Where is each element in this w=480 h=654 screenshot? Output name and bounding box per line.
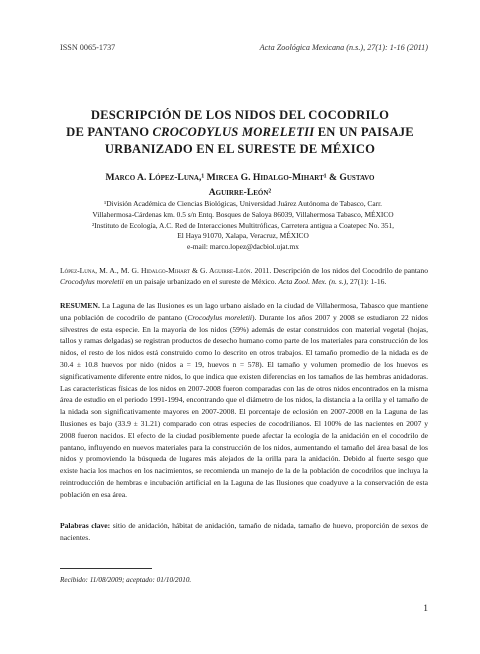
title-species: CROCODYLUS MORELETII bbox=[152, 125, 315, 139]
abstract-text-1: La Laguna de las Ilusiones es un lago urbano aislado en la ciudad de Villahermosa, Tabasco que mantiene una población de cocodrilo de pantano ( bbox=[60, 301, 428, 322]
title-line-2 bbox=[40, 124, 440, 141]
authors-line-1: Marco A. López-Luna,¹ Mircea G. Hidalgo-Mihart¹ & Gustavo bbox=[105, 172, 375, 183]
abstract-species: Crocodylus moreletii bbox=[187, 312, 253, 322]
citation-authors: López-Luna, M. A., M. G. Hidalgo-Mihart & G. Aguirre-León. bbox=[60, 266, 253, 275]
keywords-text: sitio de anidación, hábitat de anidación, tamaño de nidada, tamaño de huevo, proporción de sexos de nacientes. bbox=[60, 521, 429, 542]
abstract-label: RESUMEN. bbox=[60, 301, 100, 310]
citation-text-2: en un paisaje urbanizado en el sureste de México. bbox=[123, 277, 279, 286]
issn: ISSN 0065-1737 bbox=[60, 43, 116, 52]
affiliations bbox=[58, 199, 428, 253]
affiliation-line-4: El Haya 91070, Xalapa, Veracruz, MÉXICO bbox=[177, 231, 309, 241]
journal-citation: Acta Zoológica Mexicana (n.s.), 27(1): 1-16 (2011) bbox=[259, 43, 428, 52]
email: e-mail: marco.lopez@dacbiol.ujat.mx bbox=[187, 242, 299, 252]
received-date: Recibido: 11/08/2009; aceptado: 01/10/2010. bbox=[60, 576, 192, 584]
abstract bbox=[60, 300, 428, 501]
affiliation-line-3: ²Instituto de Ecología, A.C. Red de Interacciones Multitróficas, Carretera antigua a Coatepec No. 351, bbox=[91, 220, 395, 230]
keywords-label: Palabras clave: bbox=[60, 521, 111, 530]
citation-text-1: 2011. Descripción de los nidos del Cocodrilo de pantano bbox=[252, 266, 428, 275]
citation-journal: Acta Zool. Mex. (n. s.) bbox=[278, 277, 347, 286]
footnote-divider bbox=[60, 568, 152, 569]
citation-block bbox=[60, 265, 428, 287]
authors-line-2: Aguirre-León² bbox=[208, 187, 272, 198]
title-line-3: URBANIZADO EN EL SURESTE DE MÉXICO bbox=[104, 142, 376, 156]
page-number: 1 bbox=[423, 604, 428, 614]
article-title bbox=[40, 107, 440, 158]
abstract-text-2: ). Durante los años 2007 y 2008 se estudiaron 22 nidos silvestres de esta especie. En la mayoría de los nidos (59%) además de estar construidos con material vegetal (hojas, tallos y ramas delgadas) se registran productos de desecho humano como parte de los materiales para construcción de los nidos, el resto de los nidos está construido como lo descrito en otros trabajos. El tamaño promedio de la nidada es de 30.4 ± 10.8 huevos por nido (nidos a = 19, huevos n = 578). El tamaño y volumen promedio de los huevos es significativamente diferente entre nidos, lo que indica que existen diferencias en los tamaños de las hembras anidadoras. Las características físicas de los nidos en 2007-2008 fueron comparadas con las de otros nidos encontrados en la misma área de estudio en el periodo 1991-1994, encontrando que el diámetro de los nidos, la distancia a la orilla y el tamaño de la nidada son significativamente mayores en 2007-2008. El porcentaje de eclosión en 2007-2008 en la Laguna de las Ilusiones es bajo (33.9 ± 31.21) comparado con otras especies de cocodrilianos. El 100% de las nacientes en 2007 y 2008 fueron nacidos. El efecto de la ciudad posiblemente puede afectar la ecología de la anidación en el cocodrilo de pantano, influyendo en nuevos materiales para la construcción de los nidos, aumentando el tamaño del área basal de los nidos y promoviendo la búsqueda de lugares más alejados de la orilla para la anidación. Debido al fuerte sesgo que existe hacia los machos en los nacimientos, se recomienda un manejo de la de la población de cocodrilos que incluya la reintroducción de hembras e incubación artificial en la Laguna de las Ilusiones que coadyuve a la conservación de esta población en esa área. bbox=[60, 312, 428, 499]
authors bbox=[60, 170, 420, 200]
keywords bbox=[60, 520, 428, 543]
affiliation-line-2: Villahermosa-Cárdenas km. 0.5 s/n Entq. Bosques de Saloya 86039, Villahermosa Tabasco, MÉXICO bbox=[92, 209, 394, 219]
affiliation-line-1: ¹División Académica de Ciencias Biológicas, Universidad Juárez Autónoma de Tabasco, Carr. bbox=[103, 199, 383, 208]
citation-text-3: , 27(1): 1-16. bbox=[346, 277, 387, 286]
title-line-2-pre: DE PANTANO bbox=[66, 125, 153, 139]
title-line-2-post: EN UN PAISAJE bbox=[314, 125, 414, 139]
citation-species: Crocodylus moreletii bbox=[60, 277, 124, 286]
title-line-1: DESCRIPCIÓN DE LOS NIDOS DEL COCODRILO bbox=[90, 108, 390, 122]
